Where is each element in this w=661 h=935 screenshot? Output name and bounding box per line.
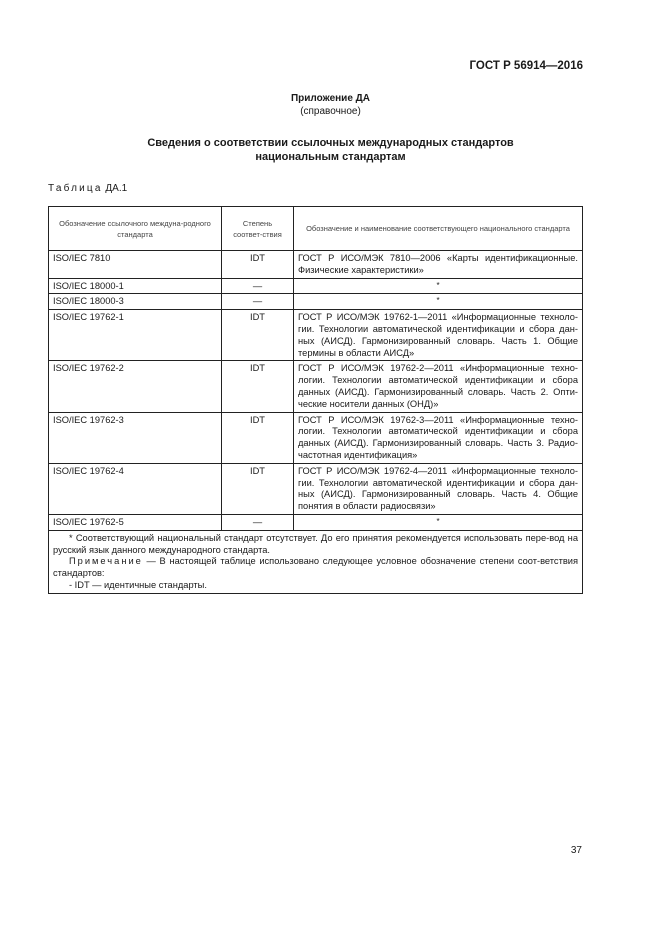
cell-degree: — [222, 294, 294, 310]
header-name: Обозначение и наименование соответствующего национального стандарта [294, 207, 583, 251]
note-label: Примечание [69, 556, 143, 567]
cell-name: * [294, 294, 583, 310]
cell-std: ISO/IEC 18000-1 [49, 278, 222, 294]
table-row [49, 412, 583, 463]
heading-line-1: Сведения о соответствии ссылочных международных стандартов [147, 137, 514, 149]
cell-degree: IDT [222, 310, 294, 361]
table-row [49, 310, 583, 361]
standards-table [48, 206, 583, 594]
cell-name: ГОСТ Р ИСО/МЭК 19762-4—2011 «Информационные техноло-гии. Технологии автоматической идентификации и сбора дан-ных (АИСД). Гармонизированный словарь. Часть 4. Общие понятия в области радиосвязи» [294, 463, 583, 514]
table-caption-prefix: Таблица [48, 183, 103, 194]
cell-std: ISO/IEC 7810 [49, 251, 222, 279]
table-caption-number: ДА.1 [105, 183, 128, 194]
cell-degree: IDT [222, 412, 294, 463]
table-row [49, 251, 583, 279]
cell-std: ISO/IEC 19762-4 [49, 463, 222, 514]
page-number: 37 [570, 845, 582, 856]
cell-name: * [294, 278, 583, 294]
cell-name: * [294, 514, 583, 530]
table-footnote-row [49, 530, 583, 593]
cell-std: ISO/IEC 19762-1 [49, 310, 222, 361]
cell-std: ISO/IEC 19762-2 [49, 361, 222, 412]
cell-name: ГОСТ Р ИСО/МЭК 19762-3—2011 «Информационные техно-логии. Технологии автоматической идентификации и сбора данных (АИСД). Гармонизированный словарь. Часть 3. Радио-частотная идентификация» [294, 412, 583, 463]
section-heading [0, 136, 661, 164]
table-row [49, 278, 583, 294]
cell-degree: IDT [222, 463, 294, 514]
table-caption [48, 183, 127, 194]
cell-name: ГОСТ Р ИСО/МЭК 7810—2006 «Карты идентификационные. Физические характеристики» [294, 251, 583, 279]
table-row [49, 463, 583, 514]
cell-degree: — [222, 278, 294, 294]
cell-name: ГОСТ Р ИСО/МЭК 19762-1—2011 «Информационные техноло-гии. Технологии автоматической идентификации и сбора дан-ных (АИСД). Гармонизированный словарь. Часть 1. Общие термины в области АИСД» [294, 310, 583, 361]
cell-std: ISO/IEC 18000-3 [49, 294, 222, 310]
header-degree: Степень соответ-ствия [222, 207, 294, 251]
heading-line-2: национальным стандартам [255, 151, 406, 163]
cell-name: ГОСТ Р ИСО/МЭК 19762-2—2011 «Информационные техно-логии. Технологии автоматической идентификации и сбора данных (АИСД). Гармонизированный словарь. Часть 2. Опти-ческие носители данных (ОНД)» [294, 361, 583, 412]
cell-degree: IDT [222, 361, 294, 412]
cell-std: ISO/IEC 19762-5 [49, 514, 222, 530]
idt-definition: - IDT — идентичные стандарты. [69, 579, 207, 590]
document-code: ГОСТ Р 56914—2016 [469, 60, 583, 72]
note-paragraph [53, 556, 578, 580]
appendix-subtitle: (справочное) [300, 106, 361, 117]
table-header-row [49, 207, 583, 251]
cell-std: ISO/IEC 19762-3 [49, 412, 222, 463]
header-std: Обозначение ссылочного междуна-родного стандарта [49, 207, 222, 251]
appendix-title: Приложение ДА [290, 93, 371, 104]
table-row [49, 361, 583, 412]
cell-degree: — [222, 514, 294, 530]
asterisk-note: * Соответствующий национальный стандарт отсутствует. До его принятия рекомендуется использовать пере-вод на русский язык данного международного стандарта. [53, 532, 578, 555]
cell-degree: IDT [222, 251, 294, 279]
appendix-block [0, 92, 661, 118]
note-text: — В настоящей таблице использовано следующее условное обозначение степени соот-ветствия стандартов: [53, 556, 578, 579]
table-footnote [49, 530, 583, 593]
table-row [49, 514, 583, 530]
table-row [49, 294, 583, 310]
